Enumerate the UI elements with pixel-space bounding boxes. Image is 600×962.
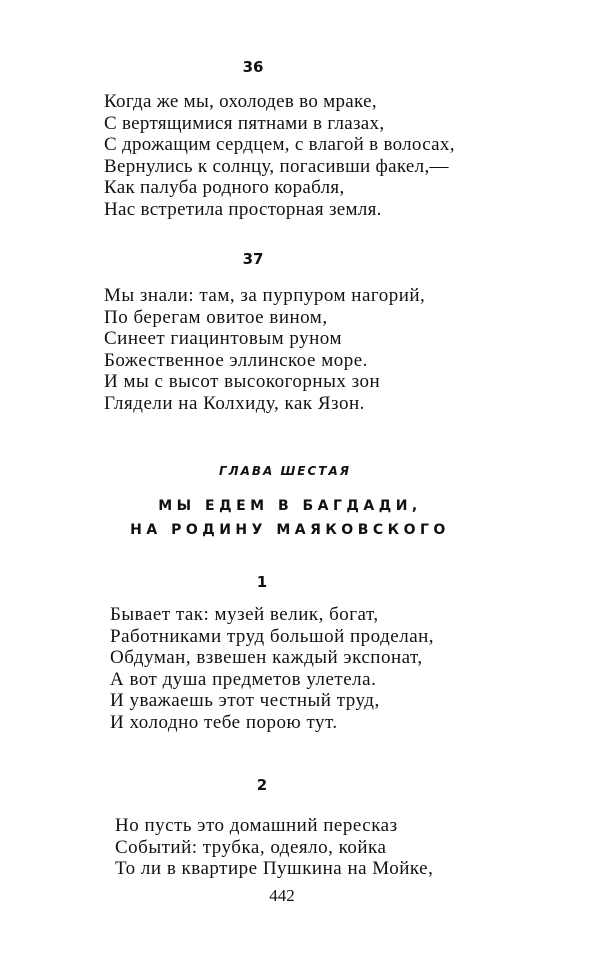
verse-line: Обдуман, взвешен каждый экспонат, <box>110 647 423 668</box>
verse-line: Мы знали: там, за пурпуром нагорий, <box>104 285 426 306</box>
verse-line: Событий: трубка, одеяло, койка <box>115 836 387 858</box>
verse-line: Бывает так: музей велик, богат, <box>110 604 379 625</box>
verse-line: С вертящимися пятнами в глазах, <box>104 112 385 134</box>
stanza <box>104 91 455 220</box>
section-number: 1 <box>256 573 268 591</box>
verse-line: И холодно тебе порою тут. <box>110 711 338 733</box>
verse-line: Нас встретила просторная земля. <box>104 198 382 220</box>
verse-line: А вот душа предметов улетела. <box>110 668 377 690</box>
verse-line: По берегам овитое вином, <box>104 306 328 328</box>
section-number: 36 <box>242 58 264 76</box>
verse-line: Синеет гиацинтовым руном <box>104 328 342 349</box>
chapter-title <box>0 494 600 542</box>
chapter-label: ГЛАВА ШЕСТАЯ <box>218 464 352 478</box>
verse-line: То ли в квартире Пушкина на Мойке, <box>115 858 434 879</box>
verse-line: Но пусть это домашний пересказ <box>115 815 398 836</box>
verse-line: Когда же мы, охолодев во мраке, <box>104 91 377 112</box>
stanza <box>104 285 425 414</box>
verse-line: Работниками труд большой проделан, <box>110 625 435 647</box>
chapter-title-line: НА РОДИНУ МАЯКОВСКОГО <box>130 522 450 538</box>
stanza <box>115 815 433 880</box>
verse-line: С дрожащим сердцем, с влагой в волосах, <box>104 134 455 155</box>
verse-line: Глядели на Колхиду, как Язон. <box>104 392 365 414</box>
section-number: 37 <box>242 250 264 268</box>
verse-line: И уважаешь этот честный труд, <box>110 690 380 711</box>
verse-line: Божественное эллинское море. <box>104 349 368 371</box>
page-number: 442 <box>269 886 295 905</box>
chapter-title-line: МЫ ЕДЕМ В БАГДАДИ, <box>158 498 422 514</box>
verse-line: Вернулись к солнцу, погасивши факел,— <box>104 155 449 177</box>
section-number: 2 <box>256 776 268 794</box>
verse-line: Как палуба родного корабля, <box>104 177 345 198</box>
stanza <box>110 604 434 733</box>
verse-line: И мы с высот высокогорных зон <box>104 371 381 392</box>
